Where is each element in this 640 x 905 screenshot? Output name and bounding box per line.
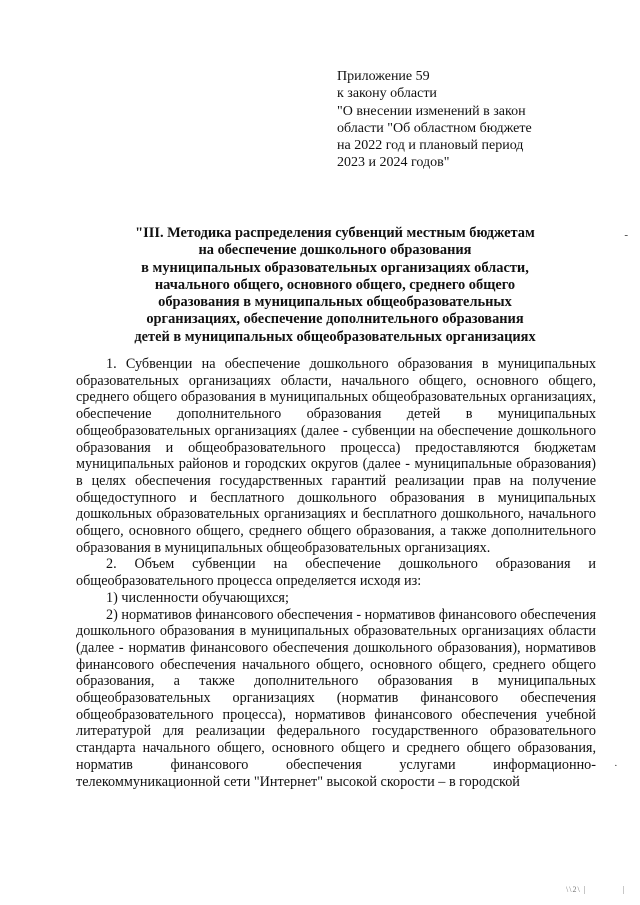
document-body [76, 356, 596, 790]
title-line-3: в муниципальных образовательных организациях области, [141, 259, 529, 276]
footer-scan-mark: \\2\ | [566, 885, 587, 894]
appendix-line-5: на 2022 год и плановый период [337, 138, 524, 154]
paragraph-4: 2) нормативов финансового обеспечения - нормативов финансового обеспечения дошкольного образования в муниципальных образовательных организациях области (далее - норматив финансового обеспечения дошкольного образования), нормативов финансового обеспечения начального общего, основного общего, среднего общего образования, а также дополнительного образования в муниципальных общеобразовательных организациях (норматив финансового обеспечения общеобразовательного процесса), нормативов финансового обеспечения учебной литературой для реализации федерального государственного образовательного стандарта начального общего, основного общего и среднего общего образования, норматив финансового обеспечения услугами информационно-телекоммуникационной сети "Интернет" высокой скорости – в городской [76, 606, 596, 790]
margin-tick-mark: - [624, 229, 628, 241]
paragraph-2: 2. Объем субвенции на обеспечение дошкольного образования и общеобразовательного процесса определяется исходя из: [76, 556, 596, 590]
paragraph-1: 1. Субвенции на обеспечение дошкольного образования в муниципальных образовательных организациях области, начального общего, основного общего, среднего общего образования в муниципальных общеобразовательных организациях, обеспечение дополнительного образования детей в муниципальных общеобразовательных организациях (далее - субвенции на обеспечение дошкольного образования и общеобразовательного процесса) предоставляются бюджетам муниципальных районов и городских округов (далее - муниципальные образования) в целях обеспечения государственных гарантий реализации прав на получение общедоступного и бесплатного дошкольного образования в муниципальных дошкольных образовательных организациях и бесплатного дошкольного, начального общего, основного общего, среднего общего образования, а также дополнительного образования в муниципальных общеобразовательных организациях. [76, 356, 596, 556]
appendix-line-1: Приложение 59 [337, 69, 430, 84]
title-line-2: на обеспечение дошкольного образования [198, 242, 472, 259]
paragraph-3: 1) численности обучающихся; [106, 589, 289, 606]
stray-scan-mark: · [614, 760, 618, 772]
appendix-line-3: "О внесении изменений в закон [337, 103, 526, 119]
title-line-1: "III. Методика распределения субвенций местным бюджетам [135, 225, 535, 241]
title-line-7: детей в муниципальных общеобразовательных организациях [134, 328, 536, 345]
title-line-5: образования в муниципальных общеобразовательных [158, 294, 512, 311]
title-line-4: начального общего, основного общего, среднего общего [154, 276, 516, 293]
appendix-line-2: к закону области [337, 86, 437, 102]
appendix-line-4: области "Об областном бюджете [337, 120, 532, 136]
appendix-block [337, 68, 577, 172]
section-title [100, 225, 570, 346]
appendix-line-6: 2023 и 2024 годов" [337, 155, 450, 171]
title-line-6: организациях, обеспечение дополнительного образования [146, 311, 524, 328]
footer-edge-mark: | [623, 885, 625, 894]
